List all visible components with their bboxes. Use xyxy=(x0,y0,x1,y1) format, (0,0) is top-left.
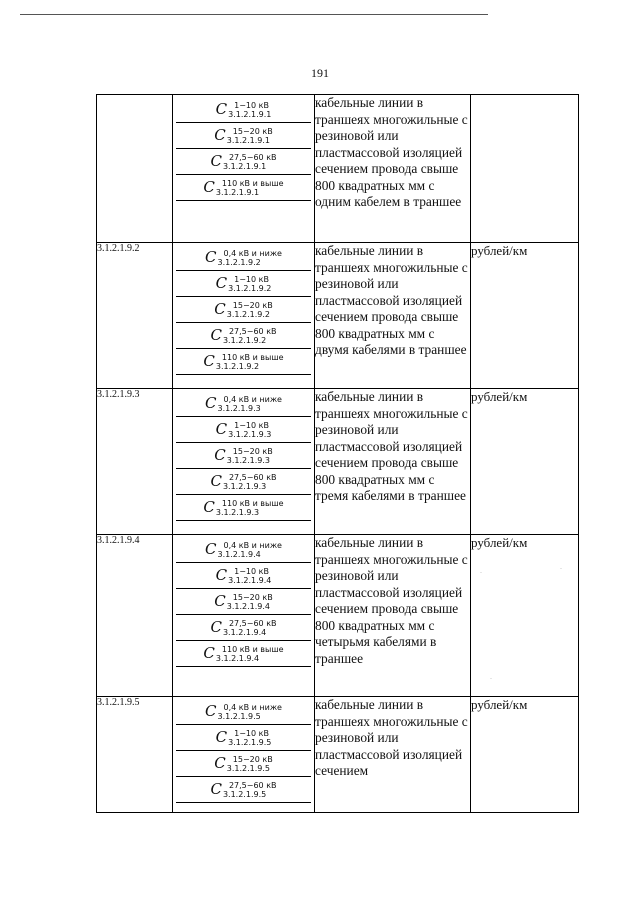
rate-symbol-letter: C xyxy=(214,446,226,464)
symbol-list-cell xyxy=(173,243,315,389)
voltage-superscript: 1−10 кВ xyxy=(234,274,269,284)
voltage-superscript: 110 кВ и выше xyxy=(221,178,284,188)
voltage-superscript: 110 кВ и выше xyxy=(221,352,284,362)
rate-symbol-letter: C xyxy=(205,540,217,558)
code-subscript: 3.1.2.1.9.2 xyxy=(228,283,272,293)
row-description: кабельные линии в траншеях многожильные с резиновой или пластмассовой изоляцией сечением xyxy=(315,697,471,813)
code-subscript: 3.1.2.1.9.2 xyxy=(222,335,267,345)
voltage-superscript: 15−20 кВ xyxy=(232,754,273,764)
code-subscript: 3.1.2.1.9.1 xyxy=(226,135,271,145)
row-description: кабельные линии в траншеях многожильные с резиновой или пластмассовой изоляцией сечением провода свыше 800 квадратных мм с тремя кабелями в траншее xyxy=(315,389,471,535)
rate-symbol-letter: C xyxy=(215,274,228,292)
rate-symbol-letter: C xyxy=(215,728,228,746)
row-unit: рублей/км xyxy=(471,243,579,389)
code-subscript: 3.1.2.1.9.2 xyxy=(215,361,260,371)
rate-symbol-indices xyxy=(218,703,282,721)
code-subscript: 3.1.2.1.9.4 xyxy=(222,627,267,637)
table-row xyxy=(97,95,579,243)
rate-symbol-letter: C xyxy=(203,352,215,370)
rate-symbol-indices xyxy=(227,301,273,319)
rate-symbol-letter: C xyxy=(214,126,226,144)
table-row xyxy=(97,697,579,813)
rate-symbol xyxy=(176,417,311,443)
rate-symbol-letter: C xyxy=(215,566,228,584)
rate-symbol-letter: C xyxy=(210,618,222,636)
rate-symbol-indices xyxy=(216,353,284,371)
rate-symbol xyxy=(176,349,311,375)
symbol-list xyxy=(173,535,314,667)
row-description: кабельные линии в траншеях многожильные с резиновой или пластмассовой изоляцией сечением провода свыше 800 квадратных мм с четырьмя кабелями в траншее xyxy=(315,535,471,697)
symbol-list-cell xyxy=(173,535,315,697)
rate-symbol xyxy=(176,297,311,323)
row-unit: рублей/км xyxy=(471,389,579,535)
symbol-list xyxy=(173,243,314,375)
rate-symbol xyxy=(176,699,311,725)
voltage-superscript: 27,5−60 кВ xyxy=(228,780,277,790)
code-subscript: 3.1.2.1.9.2 xyxy=(226,309,271,319)
row-code: 3.1.2.1.9.5 xyxy=(97,697,173,813)
rate-symbol-letter: C xyxy=(203,498,215,516)
code-subscript: 3.1.2.1.9.3 xyxy=(222,481,267,491)
rate-symbol-letter: C xyxy=(215,420,228,438)
rate-symbol-indices xyxy=(223,619,277,637)
symbol-list xyxy=(173,95,314,201)
rate-symbol-indices xyxy=(218,395,282,413)
row-code xyxy=(97,95,173,243)
code-subscript: 3.1.2.1.9.3 xyxy=(217,403,261,413)
rate-symbol xyxy=(176,123,311,149)
code-subscript: 3.1.2.1.9.1 xyxy=(228,109,272,119)
rate-symbol-letter: C xyxy=(205,702,217,720)
row-unit: рублей/км xyxy=(471,535,579,697)
rate-symbol-indices xyxy=(228,275,271,293)
code-subscript: 3.1.2.1.9.3 xyxy=(215,507,260,517)
code-subscript: 3.1.2.1.9.4 xyxy=(228,575,272,585)
row-unit xyxy=(471,95,579,243)
row-unit: рублей/км xyxy=(471,697,579,813)
row-code: 3.1.2.1.9.3 xyxy=(97,389,173,535)
row-description: кабельные линии в траншеях многожильные с резиновой или пластмассовой изоляцией сечением провода свыше 800 квадратных мм с двумя кабелями в траншее xyxy=(315,243,471,389)
rate-symbol xyxy=(176,175,311,201)
page-number: 191 xyxy=(311,66,329,80)
rate-symbol-letter: C xyxy=(205,394,217,412)
table-row xyxy=(97,389,579,535)
rate-symbol xyxy=(176,391,311,417)
voltage-superscript: 1−10 кВ xyxy=(234,566,269,576)
rate-symbol-indices xyxy=(223,473,277,491)
rate-symbol xyxy=(176,271,311,297)
voltage-superscript: 1−10 кВ xyxy=(234,728,269,738)
rate-symbol xyxy=(176,323,311,349)
voltage-superscript: 27,5−60 кВ xyxy=(228,326,277,336)
rate-symbol xyxy=(176,615,311,641)
row-code: 3.1.2.1.9.4 xyxy=(97,535,173,697)
scan-edge-line xyxy=(20,14,488,15)
tariff-table xyxy=(96,94,579,813)
code-subscript: 3.1.2.1.9.2 xyxy=(217,257,261,267)
symbol-list xyxy=(173,697,314,803)
rate-symbol-letter: C xyxy=(210,326,222,344)
rate-symbol-indices xyxy=(223,781,277,799)
rate-symbol-indices xyxy=(227,755,273,773)
rate-symbol-indices xyxy=(227,127,273,145)
rate-symbol xyxy=(176,97,311,123)
code-subscript: 3.1.2.1.9.1 xyxy=(215,187,260,197)
rate-symbol xyxy=(176,725,311,751)
code-subscript: 3.1.2.1.9.5 xyxy=(226,763,271,773)
scan-speck: · xyxy=(480,570,482,576)
code-subscript: 3.1.2.1.9.3 xyxy=(228,429,272,439)
voltage-superscript: 0,4 кВ и ниже xyxy=(223,540,282,550)
tariff-table-body xyxy=(97,95,579,813)
rate-symbol-indices xyxy=(223,327,277,345)
voltage-superscript: 27,5−60 кВ xyxy=(228,472,277,482)
voltage-superscript: 27,5−60 кВ xyxy=(228,618,277,628)
rate-symbol-letter: C xyxy=(203,644,215,662)
rate-symbol-indices xyxy=(228,101,271,119)
code-subscript: 3.1.2.1.9.4 xyxy=(217,549,261,559)
voltage-superscript: 15−20 кВ xyxy=(232,126,273,136)
rate-symbol-letter: C xyxy=(210,472,222,490)
scan-speck: · xyxy=(560,566,562,572)
voltage-superscript: 15−20 кВ xyxy=(232,300,273,310)
rate-symbol xyxy=(176,537,311,563)
rate-symbol-indices xyxy=(216,645,284,663)
code-subscript: 3.1.2.1.9.3 xyxy=(226,455,271,465)
symbol-list-cell xyxy=(173,697,315,813)
symbol-list-cell xyxy=(173,95,315,243)
voltage-superscript: 1−10 кВ xyxy=(234,420,269,430)
rate-symbol-letter: C xyxy=(210,152,222,170)
voltage-superscript: 110 кВ и выше xyxy=(221,644,284,654)
code-subscript: 3.1.2.1.9.4 xyxy=(215,653,260,663)
rate-symbol-indices xyxy=(227,447,273,465)
code-subscript: 3.1.2.1.9.5 xyxy=(222,789,267,799)
symbol-list-cell xyxy=(173,389,315,535)
rate-symbol xyxy=(176,751,311,777)
voltage-superscript: 15−20 кВ xyxy=(232,446,273,456)
rate-symbol xyxy=(176,777,311,803)
rate-symbol xyxy=(176,563,311,589)
rate-symbol-indices xyxy=(218,541,282,559)
rate-symbol xyxy=(176,469,311,495)
rate-symbol-indices xyxy=(223,153,277,171)
rate-symbol-letter: C xyxy=(205,248,217,266)
code-subscript: 3.1.2.1.9.1 xyxy=(222,161,267,171)
voltage-superscript: 0,4 кВ и ниже xyxy=(223,702,282,712)
rate-symbol-letter: C xyxy=(203,178,215,196)
voltage-superscript: 0,4 кВ и ниже xyxy=(223,394,282,404)
rate-symbol-indices xyxy=(228,421,271,439)
row-code: 3.1.2.1.9.2 xyxy=(97,243,173,389)
rate-symbol xyxy=(176,495,311,521)
rate-symbol-letter: C xyxy=(215,100,228,118)
table-row xyxy=(97,535,579,697)
voltage-superscript: 1−10 кВ xyxy=(234,100,269,110)
rate-symbol xyxy=(176,245,311,271)
row-description: кабельные линии в траншеях многожильные с резиновой или пластмассовой изоляцией сечением провода свыше 800 квадратных мм с одним кабелем в траншее xyxy=(315,95,471,243)
table-row xyxy=(97,243,579,389)
rate-symbol-indices xyxy=(216,499,284,517)
rate-symbol-indices xyxy=(228,567,271,585)
rate-symbol-indices xyxy=(216,179,284,197)
symbol-list xyxy=(173,389,314,521)
rate-symbol-indices xyxy=(228,729,271,747)
rate-symbol-letter: C xyxy=(214,592,226,610)
voltage-superscript: 27,5−60 кВ xyxy=(228,152,277,162)
voltage-superscript: 15−20 кВ xyxy=(232,592,273,602)
rate-symbol-indices xyxy=(218,249,282,267)
rate-symbol xyxy=(176,589,311,615)
rate-symbol-letter: C xyxy=(214,300,226,318)
rate-symbol-indices xyxy=(227,593,273,611)
scan-speck: · xyxy=(490,676,492,682)
rate-symbol xyxy=(176,149,311,175)
voltage-superscript: 110 кВ и выше xyxy=(221,498,284,508)
code-subscript: 3.1.2.1.9.5 xyxy=(228,737,272,747)
code-subscript: 3.1.2.1.9.5 xyxy=(217,711,261,721)
rate-symbol xyxy=(176,641,311,667)
code-subscript: 3.1.2.1.9.4 xyxy=(226,601,271,611)
rate-symbol-letter: C xyxy=(210,780,222,798)
rate-symbol xyxy=(176,443,311,469)
rate-symbol-letter: C xyxy=(214,754,226,772)
voltage-superscript: 0,4 кВ и ниже xyxy=(223,248,282,258)
